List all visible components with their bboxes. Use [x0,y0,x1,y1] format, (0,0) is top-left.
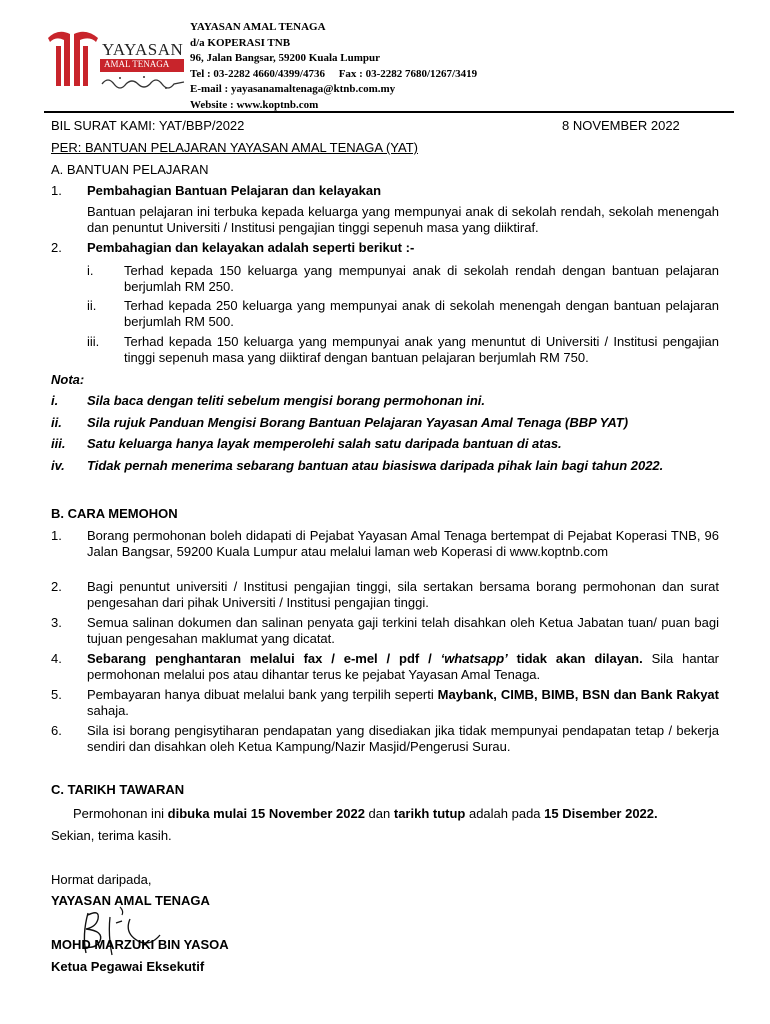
letter-date: 8 NOVEMBER 2022 [562,118,680,133]
website[interactable]: Website : www.koptnb.com [190,98,319,111]
open-date: dibuka mulai 15 November 2022 [167,806,365,821]
logo [44,26,189,96]
signatory-position: Ketua Pegawai Eksekutif [51,959,205,974]
section-c-title: C. TARIKH TAWARAN [51,782,185,797]
thanks: Sekian, terima kasih. [51,828,172,843]
step-number: 2. [51,579,62,594]
logo-word: YAYASAN [102,40,184,59]
item-title: Pembahagian Bantuan Pelajaran dan kelayakan [87,183,382,198]
nota-text: Sila rujuk Panduan Mengisi Borang Bantuan Pelajaran Yayasan Amal Tenaga (BBP YAT) [87,415,629,430]
step-text: Sila isi borang pengisytiharan pendapatan yang disediakan jika tidak mempunyai pendapatan tetap / bekerja sendiri dan disahkan oleh Ketua Kampung/Nazir Masjid/Pengerusi Surau. [87,723,719,754]
offer-dates: Permohonan ini dibuka mulai 15 November 2022 dan tarikh tutup adalah pada 15 Disember 2022. [73,806,658,821]
step-number: 5. [51,687,62,702]
item-number: 2. [51,240,62,255]
step-text: Semua salinan dokumen dan salinan penyata gaji terkini telah disahkan oleh Ketua Jabatan tuan/ puan bagi tujuan pengesahan maklumat yang dicatat. [87,615,719,646]
signature-icon [60,905,180,965]
subject: PER: BANTUAN PELAJARAN YAYASAN AMAL TENAGA (YAT) [51,140,418,155]
subitem-text: Terhad kepada 250 keluarga yang mempunyai anak di sekolah menengah dengan bantuan pelajaran berjumlah RM 500. [124,298,719,329]
nota-text: Tidak pernah menerima sebarang bantuan atau biasiswa daripada pihak lain bagi tahun 2022. [87,458,664,473]
closing-org: YAYASAN AMAL TENAGA [51,893,210,908]
subitem-number: i. [87,263,94,278]
step-bold-text: tidak akan dilayan. [507,651,643,666]
email[interactable]: E-mail : yayasanamaltenaga@ktnb.com.my [190,83,396,95]
header-divider [44,111,734,113]
step-number: 6. [51,723,62,738]
step-text: Borang permohonan boleh didapati di Pejabat Yayasan Amal Tenaga bertempat di Pejabat Koperasi TNB, 96 Jalan Bangsar, 59200 Kuala Lumpur atau melalui laman web Koperasi di www.koptnb.com [87,528,719,559]
subitem-number: iii. [87,334,100,349]
care-of: d/a KOPERASI TNB [190,36,291,49]
step-plain-text: Pembayaran hanya dibuat melalui bank yang terpilih seperti [87,687,438,702]
close-date: 15 Disember 2022. [544,806,658,821]
section-b-title: B. CARA MEMOHON [51,506,178,521]
phone-fax: Tel : 03-2282 4660/4399/4736 Fax : 03-2282 7680/1267/3419 [190,67,478,80]
item-text: Bantuan pelajaran ini terbuka kepada keluarga yang mempunyai anak di sekolah rendah, sekolah menengah dan penuntut Universiti / Institusi pengajian tinggi sepenuh masa yang diiktiraf. [87,204,719,235]
step-number: 4. [51,651,62,666]
item-title: Pembahagian dan kelayakan adalah seperti berikut :- [87,240,415,255]
step-text [87,651,719,683]
address: 96, Jalan Bangsar, 59200 Kuala Lumpur [190,52,380,64]
step-bold-text: Sebarang penghantaran melalui fax / e-mel / pdf / [87,651,441,666]
nota-number: ii. [51,415,62,430]
nota-number: i. [51,393,59,408]
step-bold-text: Maybank, CIMB, BIMB, BSN dan Bank Rakyat [437,687,719,702]
letterhead-details [190,20,477,113]
logo-band: AMAL TENAGA [100,59,184,72]
step-plain-text: sahaja. [87,703,129,718]
item-number: 1. [51,183,62,198]
logo-jawi-script-icon [100,74,186,90]
signatory-name: MOHD MARZUKI BIN YASOA [51,937,229,952]
step-bold-italic-text: ‘whatsapp’ [440,651,508,666]
step-plain-text: Sila hantar permohonan melalui pos atau dihantar terus ke pejabat Yayasan Amal Tenaga. [87,651,720,682]
nota-number: iii. [51,436,66,451]
subitem-text: Terhad kepada 150 keluarga yang mempunyai anak di sekolah rendah dengan bantuan pelajaran berjumlah RM 250. [124,263,719,294]
org-name: YAYASAN AMAL TENAGA [190,21,326,33]
nota-label: Nota: [51,372,85,387]
nota-number: iv. [51,458,65,473]
section-a-title: A. BANTUAN PELAJARAN [51,162,209,177]
step-text: Bagi penuntut universiti / Institusi pengajian tinggi, sila sertakan bersama borang permohonan dan surat pengesahan dari pihak Universiti / Institusi pengajian tinggi. [87,579,719,610]
reference-number: BIL SURAT KAMI: YAT/BBP/2022 [51,118,245,133]
logo-emblem-icon [44,28,102,90]
step-number: 1. [51,528,62,543]
step-text [87,687,719,719]
close-label: tarikh tutup [393,806,466,821]
nota-text: Sila baca dengan teliti sebelum mengisi borang permohonan ini. [87,393,486,408]
subitem-number: ii. [87,298,97,313]
subitem-text: Terhad kepada 150 keluarga yang mempunyai anak yang menuntut di Universiti / Institusi pengajian tinggi sepenuh masa yang diiktiraf dengan bantuan pelajaran berjumlah RM 750. [124,334,719,365]
nota-text: Satu keluarga hanya layak memperolehi salah satu daripada bantuan di atas. [87,436,562,451]
step-number: 3. [51,615,62,630]
regards: Hormat daripada, [51,872,152,887]
